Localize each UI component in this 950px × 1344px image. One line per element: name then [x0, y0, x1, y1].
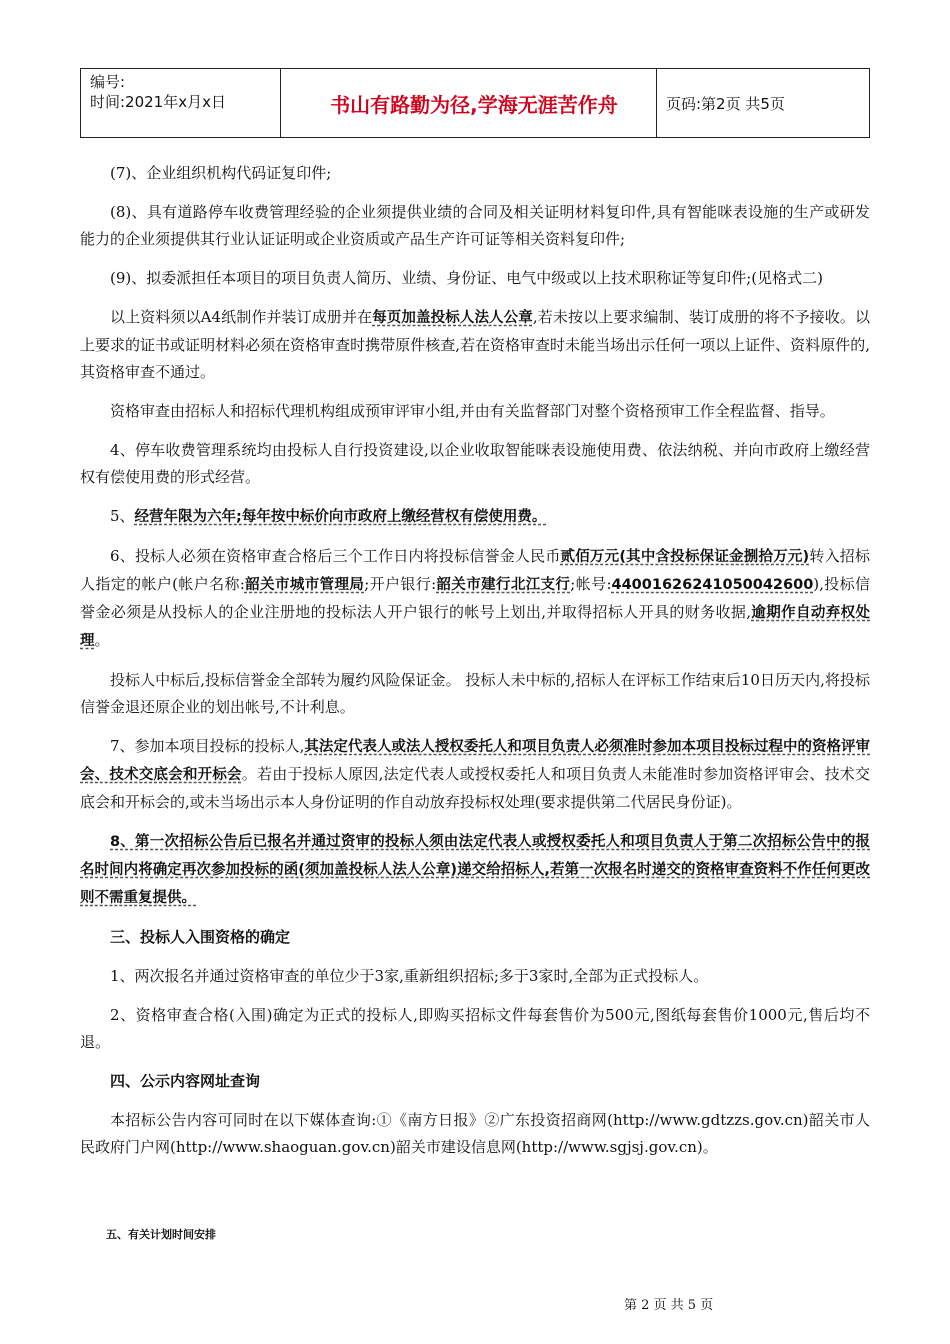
paragraph: (8)、具有道路停车收费管理经验的企业须提供业绩的合同及相关证明材料复印件,具有智能咪表设施的生产或研发能力的企业须提供其行业认证证明或企业资质或产品生产许可证等相关资料复印件;	[80, 203, 870, 248]
emphasis: 经营年限为六年;每年按中标价向市政府上缴经营权有偿使用费。	[134, 509, 547, 525]
paragraph	[80, 304, 870, 386]
emphasis: 逾期作自动弃权处理	[80, 605, 871, 649]
paragraph	[80, 828, 870, 912]
page-footer: 第 2 页 共 5 页	[624, 1298, 714, 1313]
paragraph: (9)、拟委派担任本项目的项目负责人简历、业绩、身份证、电气中级或以上技术职称证等复印件;(见格式二)	[110, 269, 824, 287]
emphasis: 韶关市建行北江支行	[436, 577, 571, 593]
paragraph: 投标人中标后,投标信誉金全部转为履约风险保证金。 投标人未中标的,招标人在评标工作结束后10日历天内,将投标信誉金退还原企业的划出帐号,不计利息。	[80, 671, 870, 716]
header-motto: 书山有路勤为径,学海无涯苦作舟	[330, 93, 618, 117]
text-run: ),投标信誉金必须是从投标人的企业注册地的投标法人开户银行的帐号上划出,并取得招标人开具的财务收据,	[80, 575, 871, 621]
text-run: 以上资料须以A4纸制作并装订成册并在	[110, 308, 373, 326]
doc-number-label: 编号:	[90, 73, 126, 91]
paragraph: 4、停车收费管理系统均由投标人自行投资建设,以企业收取智能咪表设施使用费、依法纳税、并向市政府上缴经营权有偿使用费的形式经营。	[80, 441, 870, 486]
emphasis: 每页加盖投标人法人公章	[372, 310, 533, 326]
header-divider	[869, 69, 870, 137]
emphasis: 韶关市城市管理局	[244, 577, 365, 593]
text-run: 。若由于投标人原因,法定代表人或授权委托人和项目负责人未能准时参加资格评审会、技术交底会和开标会的,或未当场出示本人身份证明的作自动放弃投标权处理(要求提供第二代居民身份证)。	[80, 765, 871, 811]
header-divider	[80, 69, 81, 137]
header-page-number: 页码:第2页 共5页	[666, 95, 785, 113]
text-run: ,若未按以上要求编制、装订成册的将不予接收。以上要求的证书或证明材料必须在资格审查时携带原件核查,若在资格审查时未能当场出示任何一项以上证件、资料原件的,其资格审查不通过。	[80, 308, 870, 381]
emphasis: 44001626241050042600	[611, 577, 814, 593]
text-run: 6、投标人必须在资格审查合格后三个工作日内将投标信誉金人民币	[110, 547, 561, 565]
paragraph	[80, 543, 870, 655]
page-header	[80, 68, 870, 138]
header-divider	[656, 69, 657, 137]
section-heading: 三、投标人入围资格的确定	[110, 928, 291, 946]
header-meta	[90, 72, 226, 112]
paragraph	[80, 733, 870, 816]
paragraph: 资格审查由招标人和招标代理机构组成预审评审小组,并由有关监督部门对整个资格预审工作全程监督、指导。	[110, 402, 835, 420]
document-body	[80, 160, 870, 1173]
text-run: 5、	[110, 507, 135, 525]
doc-time-label: 时间:2021年x月x日	[90, 93, 226, 111]
paragraph: 本招标公告内容可同时在以下媒体查询:①《南方日报》②广东投资招商网(http://www.gdtzzs.gov.cn)韶关市人民政府门户网(http://www.shaoguan.gov.cn)韶关市建设信息网(http://www.sgjsj.gov.cn)。	[80, 1111, 870, 1156]
section-heading: 四、公示内容网址查询	[110, 1072, 261, 1090]
text-run: 。	[94, 631, 110, 649]
emphasis: 贰佰万元(其中含投标保证金捌拾万元)	[560, 549, 810, 565]
text-run: ;开户银行:	[364, 575, 437, 593]
paragraph: 1、两次报名并通过资格审查的单位少于3家,重新组织招标;多于3家时,全部为正式投标人。	[110, 967, 709, 985]
text-run: 7、参加本项目投标的投标人,	[110, 737, 305, 755]
text-run: 转入招标人指定的帐户(帐户名称:	[80, 547, 870, 593]
section-heading: 五、有关计划时间安排	[106, 1228, 216, 1241]
paragraph: 2、资格审查合格(入围)确定为正式的投标人,即购买招标文件每套售价为500元,图纸每套售价1000元,售后均不退。	[80, 1006, 870, 1051]
emphasis: 8、第一次招标公告后已报名并通过资审的投标人须由法定代表人或授权委托人和项目负责人于第二次招标公告中的报名时间内将确定再次参加投标的函(须加盖投标人法人公章)递交给招标人,若第一次报名时递交的资格审查资料不作任何更改则不需重复提供。	[80, 834, 870, 906]
paragraph: (7)、企业组织机构代码证复印件;	[110, 164, 332, 182]
emphasis: 其法定代表人或法人授权委托人和项目负责人必须准时参加本项目投标过程中的资格评审会、技术交底会和开标会	[80, 739, 870, 783]
header-divider	[280, 69, 281, 137]
text-run: ;帐号:	[570, 575, 612, 593]
paragraph	[80, 503, 870, 531]
